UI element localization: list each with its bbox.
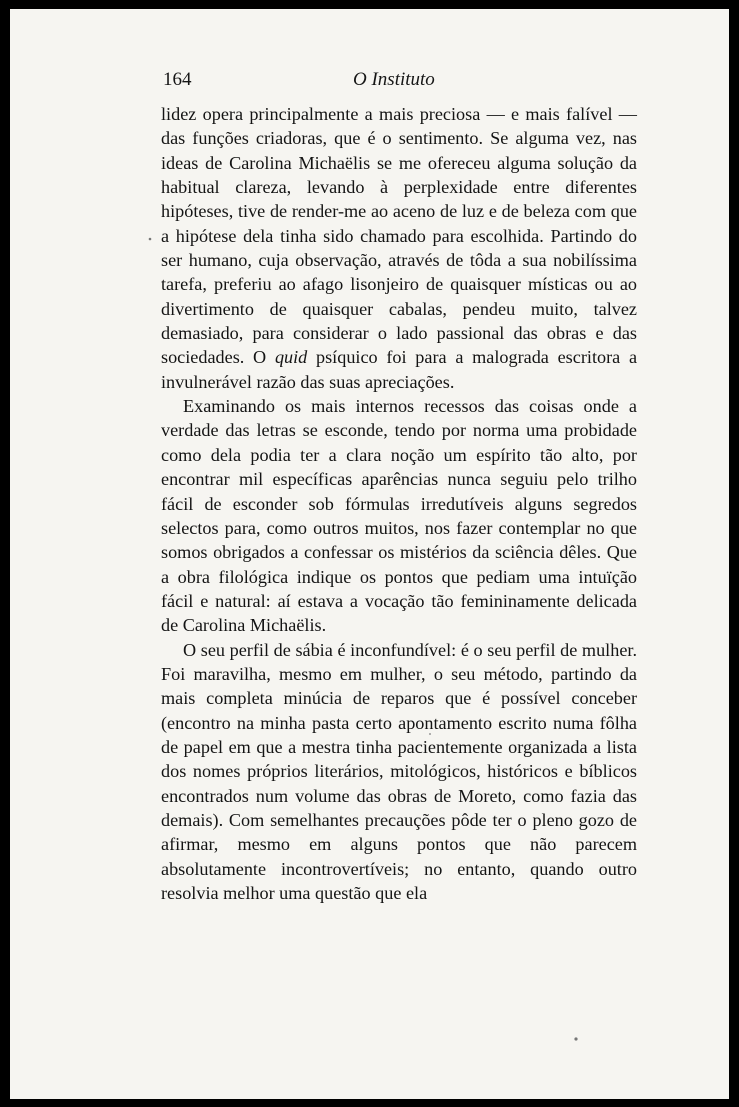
book-page	[10, 9, 729, 1099]
page-number: 164	[163, 69, 192, 90]
paragraph-1-text: lidez opera principalmente a mais preciosa — e mais falível — das funções criadoras, que é o sentimento. Se alguma vez, nas ideas de Carolina Michaëlis se me ofereceu alguma solução da habitual clareza, levando à perplexidade entre diferentes hipóteses, tive de render-me ao aceno de luz e de beleza com que a hipótese dela tinha sido chamado para escolhida. Partindo do ser humano, cuja observação, através de tôda a sua nobilíssima tarefa, preferiu ao afago lisonjeiro de quaisquer místicas ou ao divertimento de quaisquer cabalas, pendeu muito, talvez demasiado, para considerar o lado passional das obras e das sociedades. O	[161, 104, 637, 368]
paragraph-1-end: psíquico foi para a malograda escritora a invulnerável razão das suas apreciações.	[161, 347, 638, 392]
paragraph-3: O seu perfil de sábia é inconfundível: é o seu perfil de mulher. Foi maravilha, mesmo em mulher, o seu método, partindo da mais completa minúcia de reparos que é possível conceber (encontro na minha pasta certo apontamento escrito numa fôlha de papel em que a mestra tinha pacientemente organizada a lista dos nomes próprios literários, mitológicos, históricos e bíblicos encontrados num volume das obras de Moreto, como fazia das demais). Com semelhantes precauções pôde ter o pleno gozo de afirmar, mesmo em alguns pontos que não parecem absolutamente incontrovertíveis; no entanto, quando outro resolvia melhor uma questão que ela	[161, 639, 637, 903]
paragraph-2: Examinando os mais internos recessos das coisas onde a verdade das letras se esconde, tendo por norma uma probidade como dela podia ter a clara noção um espírito tão alto, por encontrar mil específicas aparências nunca seguiu pelo trilho fácil de esconder sob fórmulas irredutíveis alguns segredos selectos para, como outros muitos, nos fazer contemplar no que somos obrigados a confessar os mistérios da sciência dêles. Que a obra filológica indique os pontos que pediam uma intuïção fácil e natural: aí estava a vocação tão femininamente delicada de Carolina Michaëlis.	[161, 396, 637, 636]
running-title: O Instituto	[353, 69, 435, 90]
paper-specks	[10, 9, 729, 1099]
paragraph-1-italic: quid	[274, 347, 308, 368]
